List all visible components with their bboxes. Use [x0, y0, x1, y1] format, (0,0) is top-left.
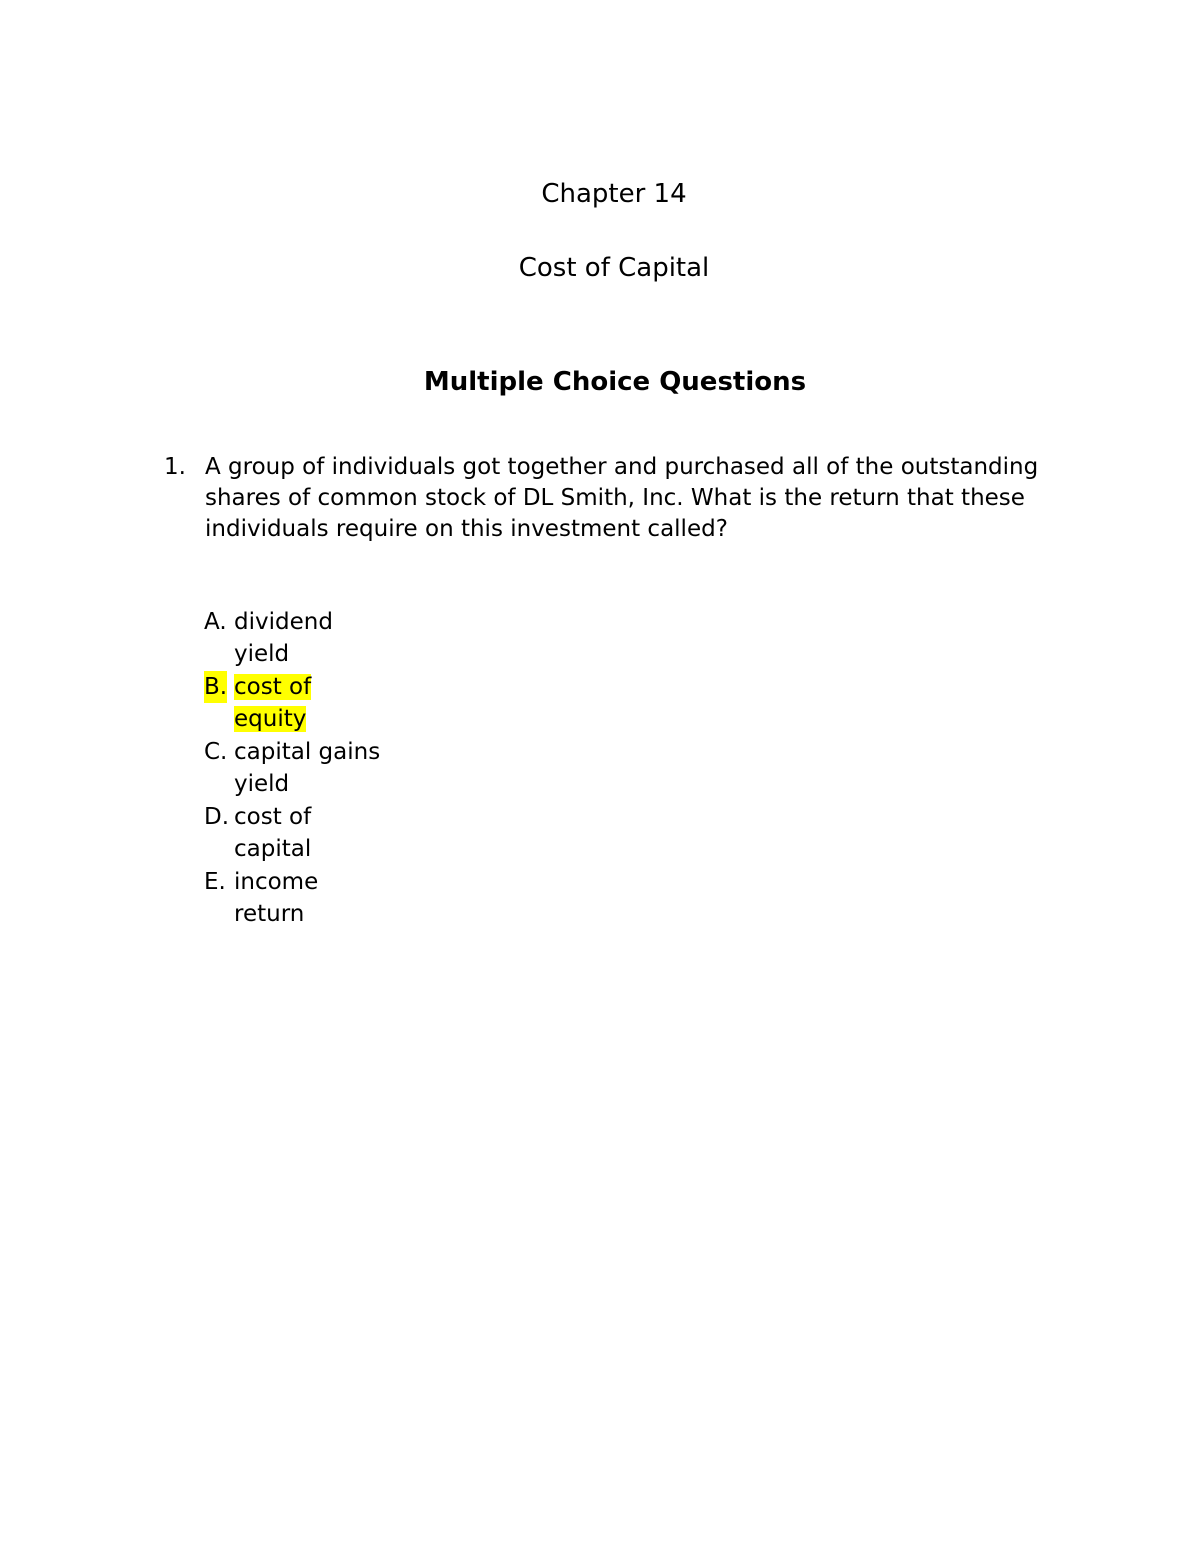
option-d — [204, 801, 444, 866]
option-letter: D. — [204, 804, 230, 830]
answer-options — [204, 606, 444, 931]
option-line: dividend — [234, 609, 333, 635]
option-text — [234, 866, 414, 930]
question-text: A group of individuals got together and purchased all of the outstanding shares of common stock of DL Smith, Inc. What is the return that these individuals require on this investment called? — [205, 454, 1039, 542]
option-line-highlighted: cost of — [234, 674, 312, 700]
option-text — [234, 606, 414, 670]
option-line: capital gains — [234, 739, 381, 765]
option-line: cost of — [234, 804, 312, 830]
option-line: yield — [234, 771, 290, 797]
option-letter-highlighted: B. — [204, 671, 227, 703]
option-text — [234, 801, 414, 865]
option-text — [234, 736, 414, 800]
option-line: return — [234, 901, 305, 927]
option-b — [204, 671, 444, 736]
chapter-subject: Cost of Capital — [518, 253, 710, 283]
option-c — [204, 736, 444, 801]
option-letter: C. — [204, 739, 228, 765]
option-e — [204, 866, 444, 931]
option-a — [204, 606, 444, 671]
option-text — [234, 671, 414, 735]
section-title: Multiple Choice Questions — [423, 367, 807, 397]
option-letter: E. — [204, 869, 226, 895]
option-line: capital — [234, 836, 312, 862]
question-number: 1. — [164, 454, 186, 480]
option-line: income — [234, 869, 319, 895]
option-line-highlighted: equity — [234, 706, 307, 732]
option-letter: A. — [204, 609, 227, 635]
chapter-heading: Chapter 14 — [541, 179, 687, 209]
option-line: yield — [234, 641, 290, 667]
